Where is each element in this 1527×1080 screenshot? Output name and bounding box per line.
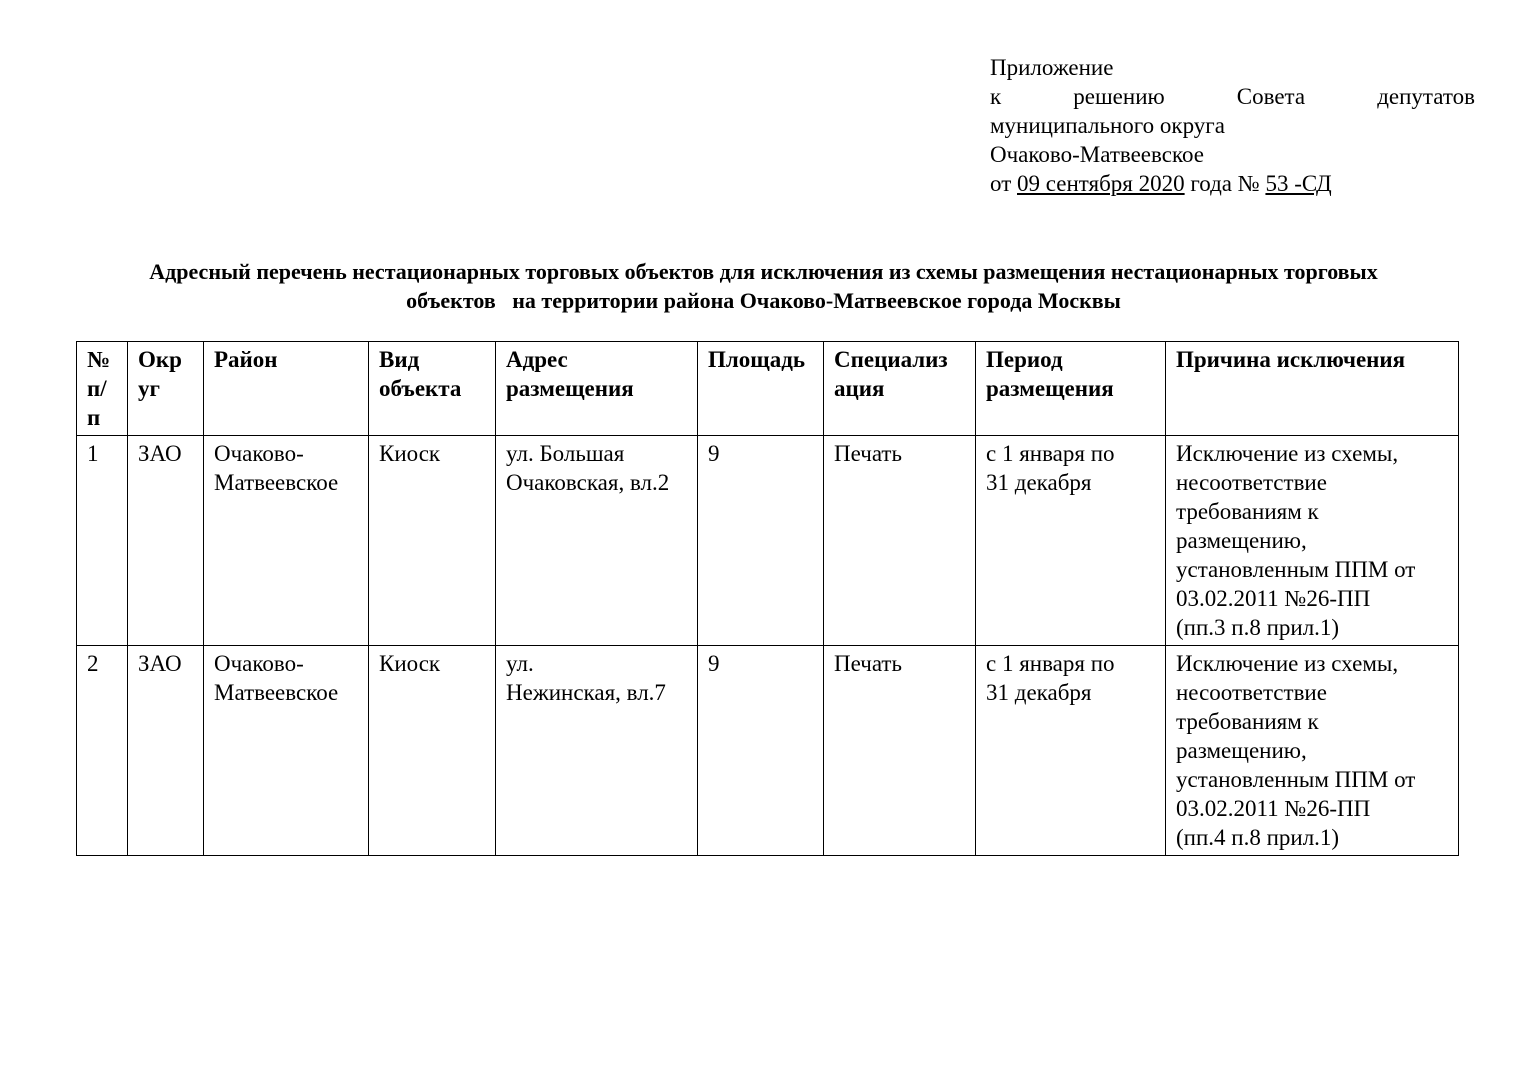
- date-prefix: от: [990, 171, 1012, 196]
- decision-number: 53 -СД: [1265, 171, 1332, 196]
- appendix-decision-line: [990, 82, 1475, 111]
- cell-text: 03.02.2011 №26-ПП: [1176, 586, 1371, 611]
- cell-text: размещению,: [1176, 738, 1307, 763]
- cell-text: Очаково-: [214, 651, 304, 676]
- cell-text: ул. Большая: [506, 441, 625, 466]
- appendix-block: [990, 53, 1475, 198]
- cell-text: Печать: [834, 651, 902, 676]
- header-area: [698, 342, 824, 436]
- cell-text: 9: [708, 441, 720, 466]
- cell-object-type: [369, 646, 496, 856]
- header-text: размещения: [986, 376, 1114, 401]
- appendix-word: Совета: [1236, 84, 1306, 109]
- cell-text: с 1 января по: [986, 651, 1115, 676]
- cell-area: [698, 436, 824, 646]
- cell-text: размещению,: [1176, 528, 1307, 553]
- appendix-word: депутатов: [1377, 84, 1475, 109]
- appendix-word: решению: [1073, 84, 1165, 109]
- table-body: [77, 436, 1459, 856]
- cell-text: (пп.3 п.8 прил.1): [1176, 615, 1340, 640]
- header-text: Специализ: [834, 347, 948, 372]
- cell-text: установленным ППМ от: [1176, 557, 1416, 582]
- title-line-1: Адресный перечень нестационарных торговых объектов для исключения из схемы размещения нестационарных торговых: [149, 259, 1378, 284]
- document-title: [40, 257, 1487, 315]
- cell-area: [698, 646, 824, 856]
- cell-text: с 1 января по: [986, 441, 1115, 466]
- decision-date: 09 сентября 2020: [1017, 171, 1185, 196]
- cell-number: [77, 436, 128, 646]
- cell-text: Киоск: [379, 651, 441, 676]
- cell-number: [77, 646, 128, 856]
- header-district: [204, 342, 369, 436]
- cell-text: требованиям к: [1176, 499, 1319, 524]
- cell-text: Нежинская, вл.7: [506, 680, 666, 705]
- title-line-2: объектов на территории района Очаково-Матвеевское города Москвы: [406, 288, 1121, 313]
- cell-text: Матвеевское: [214, 470, 339, 495]
- appendix-heading: Приложение: [990, 55, 1114, 80]
- table-row: [77, 646, 1459, 856]
- cell-period: [976, 436, 1166, 646]
- cell-address: [496, 436, 698, 646]
- cell-district: [204, 646, 369, 856]
- cell-text: Очаковская, вл.2: [506, 470, 670, 495]
- table-header: [77, 342, 1459, 436]
- cell-text: установленным ППМ от: [1176, 767, 1416, 792]
- cell-text: несоответствие: [1176, 470, 1327, 495]
- appendix-date-line: [990, 169, 1475, 198]
- cell-text: Исключение из схемы,: [1176, 651, 1399, 676]
- table-row: [77, 436, 1459, 646]
- cell-period: [976, 646, 1166, 856]
- cell-text: Печать: [834, 441, 902, 466]
- appendix-district-name: Очаково-Матвеевское: [990, 142, 1204, 167]
- header-text: уг: [138, 376, 160, 401]
- cell-reason: [1166, 436, 1459, 646]
- appendix-district-line: муниципального округа: [990, 113, 1225, 138]
- cell-text: Очаково-: [214, 441, 304, 466]
- header-text: Вид: [379, 347, 420, 372]
- header-number: [77, 342, 128, 436]
- cell-text: Исключение из схемы,: [1176, 441, 1399, 466]
- appendix-word: к: [990, 84, 1002, 109]
- header-text: п: [87, 405, 101, 430]
- cell-text: Киоск: [379, 441, 441, 466]
- cell-object-type: [369, 436, 496, 646]
- cell-text: 2: [87, 651, 99, 676]
- header-text: размещения: [506, 376, 634, 401]
- cell-address: [496, 646, 698, 856]
- header-text: объекта: [379, 376, 462, 401]
- header-reason: [1166, 342, 1459, 436]
- cell-text: 31 декабря: [986, 470, 1092, 495]
- cell-text: 1: [87, 441, 99, 466]
- year-word: года №: [1190, 171, 1260, 196]
- cell-text: ЗАО: [138, 651, 182, 676]
- header-text: Окр: [138, 347, 182, 372]
- cell-okrug: [128, 436, 204, 646]
- header-okrug: [128, 342, 204, 436]
- header-address: [496, 342, 698, 436]
- header-row: [77, 342, 1459, 436]
- cell-text: 31 декабря: [986, 680, 1092, 705]
- cell-text: Матвеевское: [214, 680, 339, 705]
- header-text: п/: [87, 376, 107, 401]
- objects-table: [76, 341, 1459, 856]
- cell-district: [204, 436, 369, 646]
- header-text: ация: [834, 376, 885, 401]
- cell-text: 9: [708, 651, 720, 676]
- cell-text: ул.: [506, 651, 534, 676]
- cell-text: несоответствие: [1176, 680, 1327, 705]
- cell-text: ЗАО: [138, 441, 182, 466]
- cell-text: требованиям к: [1176, 709, 1319, 734]
- cell-specialization: [824, 436, 976, 646]
- header-text: Причина исключения: [1176, 347, 1406, 372]
- header-text: Площадь: [708, 347, 806, 372]
- header-text: Район: [214, 347, 278, 372]
- header-object-type: [369, 342, 496, 436]
- header-specialization: [824, 342, 976, 436]
- cell-okrug: [128, 646, 204, 856]
- cell-specialization: [824, 646, 976, 856]
- cell-reason: [1166, 646, 1459, 856]
- cell-text: (пп.4 п.8 прил.1): [1176, 825, 1340, 850]
- header-text: Адрес: [506, 347, 568, 372]
- header-text: Период: [986, 347, 1063, 372]
- cell-text: 03.02.2011 №26-ПП: [1176, 796, 1371, 821]
- header-text: №: [87, 347, 111, 372]
- header-period: [976, 342, 1166, 436]
